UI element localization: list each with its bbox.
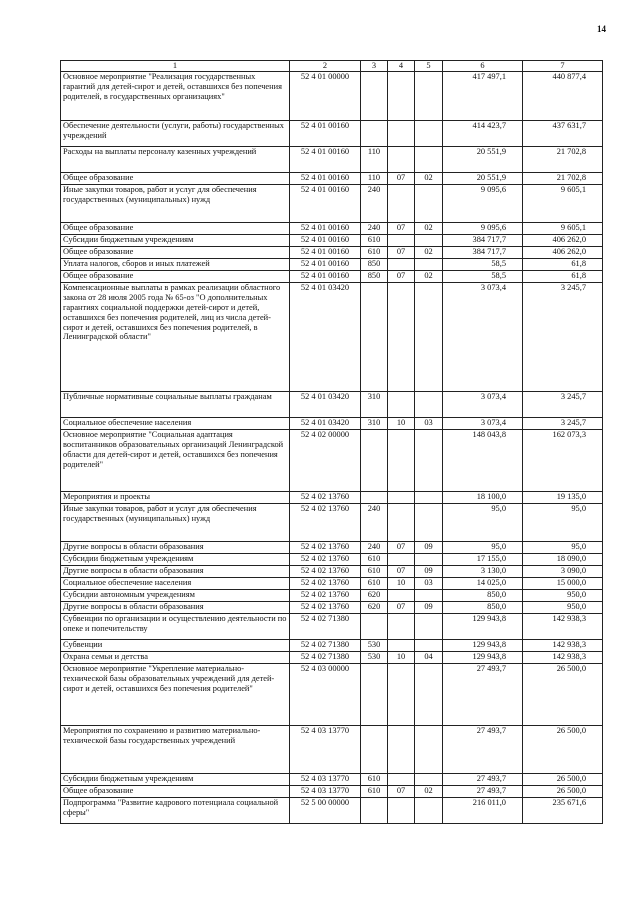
- amount-year-1: 850,0: [443, 601, 523, 613]
- subsection: [415, 589, 443, 601]
- target-code: 52 4 01 03420: [290, 282, 361, 391]
- table-row: [61, 270, 603, 282]
- amount-year-1: 18 100,0: [443, 491, 523, 503]
- target-code: 52 4 02 13760: [290, 589, 361, 601]
- table-row: [61, 246, 603, 258]
- expense-type: 620: [361, 589, 388, 601]
- section: 10: [388, 577, 415, 589]
- amount-year-1: 27 493,7: [443, 663, 523, 725]
- amount-year-2: 26 500,0: [523, 663, 603, 725]
- table-row: [61, 663, 603, 725]
- section: [388, 258, 415, 270]
- expense-type: 240: [361, 222, 388, 234]
- amount-year-2: 61,8: [523, 258, 603, 270]
- target-code: 52 4 03 13770: [290, 773, 361, 785]
- amount-year-2: 21 702,8: [523, 146, 603, 172]
- target-code: 52 4 02 13760: [290, 553, 361, 565]
- amount-year-1: 9 095,6: [443, 222, 523, 234]
- expense-type: 610: [361, 565, 388, 577]
- table-row: [61, 258, 603, 270]
- amount-year-2: 26 500,0: [523, 773, 603, 785]
- subsection: [415, 120, 443, 146]
- section: [388, 491, 415, 503]
- section: 10: [388, 417, 415, 429]
- section: 07: [388, 541, 415, 553]
- target-code: 52 4 03 00000: [290, 663, 361, 725]
- target-code: 52 4 02 13760: [290, 491, 361, 503]
- row-name: Мероприятия по сохранению и развитию материально-технической базы государственных учреждений: [61, 725, 290, 773]
- target-code: 52 4 03 13770: [290, 785, 361, 797]
- amount-year-1: 58,5: [443, 270, 523, 282]
- amount-year-2: 437 631,7: [523, 120, 603, 146]
- subsection: [415, 553, 443, 565]
- column-header: 1: [61, 61, 290, 72]
- table-row: [61, 71, 603, 120]
- row-name: Другие вопросы в области образования: [61, 601, 290, 613]
- table-row: [61, 725, 603, 773]
- table-row: [61, 146, 603, 172]
- amount-year-2: 15 000,0: [523, 577, 603, 589]
- expense-type: 850: [361, 270, 388, 282]
- column-header: 2: [290, 61, 361, 72]
- table-header-row: [61, 61, 603, 72]
- subsection: 02: [415, 246, 443, 258]
- table-row: [61, 222, 603, 234]
- table-row: [61, 172, 603, 184]
- amount-year-1: 58,5: [443, 258, 523, 270]
- table-row: [61, 234, 603, 246]
- subsection: 02: [415, 172, 443, 184]
- expense-type: 110: [361, 172, 388, 184]
- row-name: Основное мероприятие "Укрепление материально-технической базы образовательных учреждений для детей-сирот и детей, оставшихся без попечения родителей": [61, 663, 290, 725]
- section: [388, 184, 415, 222]
- target-code: 52 4 01 00160: [290, 234, 361, 246]
- target-code: 52 4 01 00160: [290, 222, 361, 234]
- expense-type: 310: [361, 417, 388, 429]
- row-name: Иные закупки товаров, работ и услуг для обеспечения государственных (муниципальных) нужд: [61, 184, 290, 222]
- table-row: [61, 429, 603, 491]
- subsection: [415, 282, 443, 391]
- row-name: Социальное обеспечение населения: [61, 417, 290, 429]
- section: [388, 391, 415, 417]
- expense-type: [361, 71, 388, 120]
- subsection: [415, 639, 443, 651]
- amount-year-2: 142 938,3: [523, 639, 603, 651]
- table-row: [61, 773, 603, 785]
- row-name: Субсидии автономным учреждениям: [61, 589, 290, 601]
- subsection: 04: [415, 651, 443, 663]
- table-row: [61, 120, 603, 146]
- target-code: 52 4 01 00160: [290, 120, 361, 146]
- row-name: Компенсационные выплаты в рамках реализации областного закона от 28 июля 2005 года № 65-оз "О дополнительных гарантиях социальной поддержки детей-сирот и детей, оставшихся без попечения родителей, лиц из числа детей-сирот и детей, оставшихся без попечения родителей, в Ленинградской области": [61, 282, 290, 391]
- section: [388, 282, 415, 391]
- row-name: Субсидии бюджетным учреждениям: [61, 553, 290, 565]
- amount-year-2: 95,0: [523, 541, 603, 553]
- target-code: 52 4 01 00000: [290, 71, 361, 120]
- expense-type: 530: [361, 639, 388, 651]
- amount-year-2: 18 090,0: [523, 553, 603, 565]
- section: [388, 503, 415, 541]
- amount-year-1: 384 717,7: [443, 246, 523, 258]
- page-number: 14: [597, 24, 606, 34]
- section: 07: [388, 246, 415, 258]
- amount-year-1: 20 551,9: [443, 172, 523, 184]
- row-name: Общее образование: [61, 785, 290, 797]
- amount-year-2: 26 500,0: [523, 725, 603, 773]
- subsection: 02: [415, 222, 443, 234]
- target-code: 52 4 03 13770: [290, 725, 361, 773]
- section: 07: [388, 172, 415, 184]
- section: [388, 71, 415, 120]
- row-name: Общее образование: [61, 246, 290, 258]
- expense-type: [361, 429, 388, 491]
- amount-year-2: 142 938,3: [523, 613, 603, 639]
- section: [388, 613, 415, 639]
- subsection: [415, 797, 443, 823]
- row-name: Мероприятия и проекты: [61, 491, 290, 503]
- table-row: [61, 589, 603, 601]
- row-name: Другие вопросы в области образования: [61, 541, 290, 553]
- amount-year-2: 26 500,0: [523, 785, 603, 797]
- amount-year-1: 414 423,7: [443, 120, 523, 146]
- target-code: 52 4 01 00160: [290, 172, 361, 184]
- amount-year-2: 3 245,7: [523, 391, 603, 417]
- row-name: Общее образование: [61, 222, 290, 234]
- subsection: [415, 491, 443, 503]
- section: [388, 639, 415, 651]
- expense-type: 530: [361, 651, 388, 663]
- amount-year-2: 3 090,0: [523, 565, 603, 577]
- expense-type: 850: [361, 258, 388, 270]
- target-code: 52 4 02 71380: [290, 613, 361, 639]
- amount-year-1: 384 717,7: [443, 234, 523, 246]
- target-code: 52 4 02 13760: [290, 577, 361, 589]
- row-name: Публичные нормативные социальные выплаты гражданам: [61, 391, 290, 417]
- subsection: 03: [415, 577, 443, 589]
- subsection: 02: [415, 785, 443, 797]
- column-header: 4: [388, 61, 415, 72]
- amount-year-2: 3 245,7: [523, 282, 603, 391]
- section: [388, 429, 415, 491]
- expense-type: [361, 613, 388, 639]
- expense-type: [361, 725, 388, 773]
- section: 07: [388, 785, 415, 797]
- row-name: Подпрограмма "Развитие кадрового потенциала социальной сферы": [61, 797, 290, 823]
- subsection: [415, 725, 443, 773]
- row-name: Социальное обеспечение населения: [61, 577, 290, 589]
- section: [388, 120, 415, 146]
- row-name: Субвенции: [61, 639, 290, 651]
- section: [388, 725, 415, 773]
- target-code: 52 4 01 03420: [290, 391, 361, 417]
- amount-year-1: 95,0: [443, 503, 523, 541]
- expense-type: 610: [361, 773, 388, 785]
- section: 07: [388, 601, 415, 613]
- expense-type: [361, 663, 388, 725]
- amount-year-2: 95,0: [523, 503, 603, 541]
- table-row: [61, 651, 603, 663]
- amount-year-2: 61,8: [523, 270, 603, 282]
- expense-type: 610: [361, 785, 388, 797]
- expense-type: [361, 282, 388, 391]
- subsection: [415, 146, 443, 172]
- subsection: [415, 234, 443, 246]
- amount-year-2: 406 262,0: [523, 246, 603, 258]
- row-name: Субсидии бюджетным учреждениям: [61, 234, 290, 246]
- table-row: [61, 639, 603, 651]
- amount-year-2: 21 702,8: [523, 172, 603, 184]
- amount-year-1: 3 073,4: [443, 391, 523, 417]
- amount-year-1: 417 497,1: [443, 71, 523, 120]
- row-name: Основное мероприятие "Реализация государственных гарантий для детей-сирот и детей, оставшихся без попечения родителей, в государственных организациях": [61, 71, 290, 120]
- amount-year-1: 17 155,0: [443, 553, 523, 565]
- table-row: [61, 785, 603, 797]
- table-row: [61, 391, 603, 417]
- amount-year-1: 3 073,4: [443, 417, 523, 429]
- amount-year-1: 27 493,7: [443, 785, 523, 797]
- target-code: 52 4 01 03420: [290, 417, 361, 429]
- target-code: 52 4 02 13760: [290, 565, 361, 577]
- target-code: 52 4 02 00000: [290, 429, 361, 491]
- subsection: 02: [415, 270, 443, 282]
- table-row: [61, 541, 603, 553]
- amount-year-2: 406 262,0: [523, 234, 603, 246]
- subsection: 09: [415, 601, 443, 613]
- amount-year-1: 27 493,7: [443, 725, 523, 773]
- subsection: [415, 429, 443, 491]
- row-name: Расходы на выплаты персоналу казенных учреждений: [61, 146, 290, 172]
- subsection: [415, 663, 443, 725]
- amount-year-1: 9 095,6: [443, 184, 523, 222]
- amount-year-2: 142 938,3: [523, 651, 603, 663]
- expense-type: 110: [361, 146, 388, 172]
- table-row: [61, 184, 603, 222]
- amount-year-1: 14 025,0: [443, 577, 523, 589]
- row-name: Уплата налогов, сборов и иных платежей: [61, 258, 290, 270]
- expense-type: 620: [361, 601, 388, 613]
- section: 07: [388, 565, 415, 577]
- subsection: [415, 391, 443, 417]
- section: [388, 234, 415, 246]
- row-name: Субсидии бюджетным учреждениям: [61, 773, 290, 785]
- target-code: 52 4 01 00160: [290, 270, 361, 282]
- table-row: [61, 491, 603, 503]
- amount-year-1: 20 551,9: [443, 146, 523, 172]
- target-code: 52 4 01 00160: [290, 246, 361, 258]
- subsection: 09: [415, 565, 443, 577]
- row-name: Субвенции по организации и осуществлению деятельности по опеке и попечительству: [61, 613, 290, 639]
- row-name: Другие вопросы в области образования: [61, 565, 290, 577]
- amount-year-2: 9 605,1: [523, 184, 603, 222]
- section: [388, 797, 415, 823]
- section: [388, 663, 415, 725]
- amount-year-2: 440 877,4: [523, 71, 603, 120]
- amount-year-2: 162 073,3: [523, 429, 603, 491]
- section: 07: [388, 222, 415, 234]
- target-code: 52 4 02 71380: [290, 639, 361, 651]
- expense-type: 240: [361, 541, 388, 553]
- expense-type: [361, 797, 388, 823]
- target-code: 52 4 02 71380: [290, 651, 361, 663]
- expense-type: 310: [361, 391, 388, 417]
- subsection: [415, 503, 443, 541]
- amount-year-2: 235 671,6: [523, 797, 603, 823]
- expense-type: 610: [361, 234, 388, 246]
- expense-type: 240: [361, 184, 388, 222]
- expense-type: [361, 120, 388, 146]
- table-row: [61, 282, 603, 391]
- subsection: 03: [415, 417, 443, 429]
- amount-year-1: 129 943,8: [443, 613, 523, 639]
- section: [388, 589, 415, 601]
- expense-type: [361, 491, 388, 503]
- amount-year-1: 95,0: [443, 541, 523, 553]
- amount-year-2: 950,0: [523, 601, 603, 613]
- table-row: [61, 797, 603, 823]
- column-header: 6: [443, 61, 523, 72]
- table-body: [61, 71, 603, 823]
- amount-year-1: 3 130,0: [443, 565, 523, 577]
- expense-type: 610: [361, 577, 388, 589]
- subsection: [415, 773, 443, 785]
- section: [388, 553, 415, 565]
- table-row: [61, 577, 603, 589]
- target-code: 52 4 01 00160: [290, 146, 361, 172]
- expense-type: 610: [361, 246, 388, 258]
- budget-table: [60, 60, 603, 824]
- row-name: Общее образование: [61, 172, 290, 184]
- section: [388, 773, 415, 785]
- amount-year-1: 216 011,0: [443, 797, 523, 823]
- amount-year-1: 27 493,7: [443, 773, 523, 785]
- row-name: Общее образование: [61, 270, 290, 282]
- row-name: Охрана семьи и детства: [61, 651, 290, 663]
- column-header: 7: [523, 61, 603, 72]
- amount-year-2: 950,0: [523, 589, 603, 601]
- column-header: 3: [361, 61, 388, 72]
- table-row: [61, 601, 603, 613]
- amount-year-1: 129 943,8: [443, 651, 523, 663]
- subsection: [415, 71, 443, 120]
- subsection: [415, 258, 443, 270]
- target-code: 52 5 00 00000: [290, 797, 361, 823]
- subsection: 09: [415, 541, 443, 553]
- target-code: 52 4 02 13760: [290, 503, 361, 541]
- amount-year-1: 129 943,8: [443, 639, 523, 651]
- amount-year-2: 3 245,7: [523, 417, 603, 429]
- target-code: 52 4 01 00160: [290, 258, 361, 270]
- subsection: [415, 613, 443, 639]
- table-row: [61, 613, 603, 639]
- target-code: 52 4 02 13760: [290, 541, 361, 553]
- table-row: [61, 417, 603, 429]
- row-name: Обеспечение деятельности (услуги, работы) государственных учреждений: [61, 120, 290, 146]
- table-row: [61, 503, 603, 541]
- table-row: [61, 565, 603, 577]
- expense-type: 240: [361, 503, 388, 541]
- subsection: [415, 184, 443, 222]
- section: [388, 146, 415, 172]
- row-name: Основное мероприятие "Социальная адаптация воспитанников образовательных организаций Ленинградской области для детей-сирот и детей, оставшихся без попечения родителей": [61, 429, 290, 491]
- amount-year-1: 3 073,4: [443, 282, 523, 391]
- amount-year-2: 9 605,1: [523, 222, 603, 234]
- target-code: 52 4 01 00160: [290, 184, 361, 222]
- column-header: 5: [415, 61, 443, 72]
- expense-type: 610: [361, 553, 388, 565]
- section: 10: [388, 651, 415, 663]
- row-name: Иные закупки товаров, работ и услуг для обеспечения государственных (муниципальных) нужд: [61, 503, 290, 541]
- table-row: [61, 553, 603, 565]
- amount-year-1: 850,0: [443, 589, 523, 601]
- section: 07: [388, 270, 415, 282]
- amount-year-1: 148 043,8: [443, 429, 523, 491]
- target-code: 52 4 02 13760: [290, 601, 361, 613]
- amount-year-2: 19 135,0: [523, 491, 603, 503]
